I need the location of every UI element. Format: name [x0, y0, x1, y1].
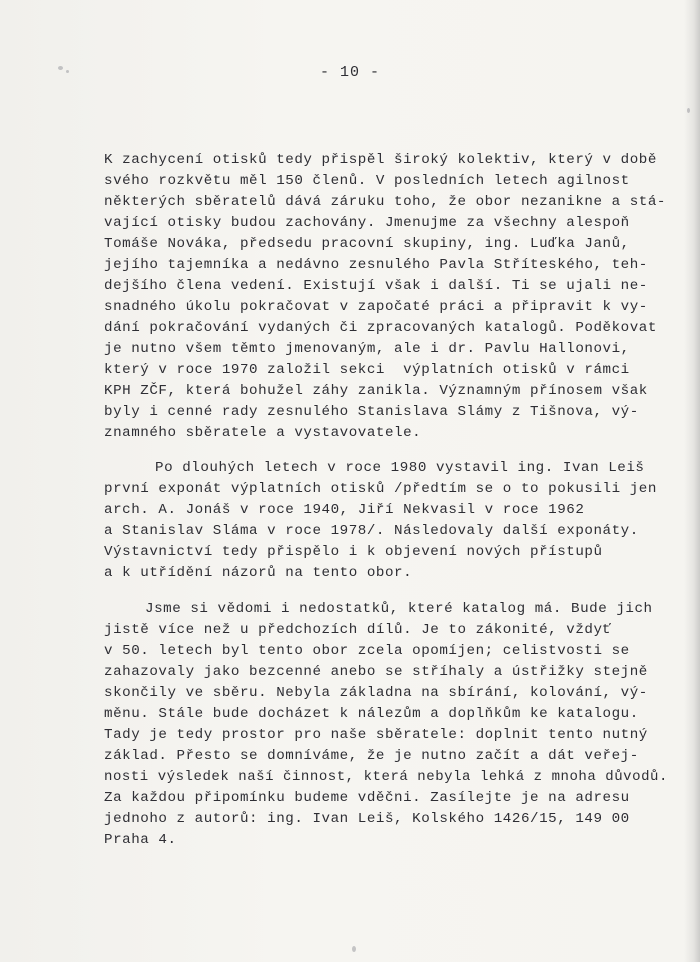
text-line: Výstavnictví tedy přispělo i k objevení nových přístupů: [104, 544, 603, 560]
paper-speck: [352, 946, 356, 952]
text-line: v 50. letech byl tento obor zcela opomíjen; celistvosti se: [104, 643, 630, 659]
text-line: K zachycení otisků tedy přispěl široký kolektiv, který v době: [104, 152, 657, 168]
text-line: Po dlouhých letech v roce 1980 vystavil ing. Ivan Leiš: [155, 460, 645, 476]
text-line: a Stanislav Sláma v roce 1978/. Následovaly další exponáty.: [104, 523, 639, 539]
text-line: skončily ve sběru. Nebyla základna na sbírání, kolování, vý-: [104, 685, 648, 701]
text-line: a k utřídění názorů na tento obor.: [104, 565, 413, 581]
text-line: Praha 4.: [104, 832, 177, 848]
text-line: Tomáše Nováka, předsedu pracovní skupiny, ing. Luďka Janů,: [104, 236, 630, 252]
text-line: KPH ZČF, která bohužel záhy zanikla. Významným přínosem však: [104, 383, 648, 399]
text-line: dání pokračování vydaných či zpracovaných katalogů. Poděkovat: [104, 320, 657, 336]
text-line: měnu. Stále bude docházet k nálezům a doplňkům ke katalogu.: [104, 706, 639, 722]
text-line: základ. Přesto se domníváme, že je nutno začít a dát veřej-: [104, 748, 639, 764]
text-line: zahazovaly jako bezcenné anebo se stříhaly a ústřižky stejně: [104, 664, 648, 680]
text-line: jejího tajemníka a nedávno zesnulého Pavla Stříteského, teh-: [104, 257, 648, 273]
text-line: arch. A. Jonáš v roce 1940, Jiří Nekvasil v roce 1962: [104, 502, 585, 518]
text-line: Za každou připomínku budeme vděčni. Zasílejte je na adresu: [104, 790, 630, 806]
paper-speck: [687, 108, 690, 113]
page-edge-shadow: [684, 0, 700, 962]
text-line: který v roce 1970 založil sekci výplatních otisků v rámci: [104, 362, 630, 378]
text-line: některých sběratelů dává záruku toho, že obor nezanikne a stá-: [104, 194, 666, 210]
text-line: je nutno všem těmto jmenovaným, ale i dr. Pavlu Hallonovi,: [104, 341, 630, 357]
text-line: snadného úkolu pokračovat v započaté práci a připravit k vy-: [104, 299, 648, 315]
page-number: - 10 -: [319, 64, 380, 81]
text-line: vající otisky budou zachovány. Jmenujme za všechny alespoň: [104, 215, 630, 231]
text-line: byly i cenné rady zesnulého Stanislava Slámy z Tišnova, vý-: [104, 404, 639, 420]
text-line: dejšího člena vedení. Existují však i další. Ti se ujali ne-: [104, 278, 648, 294]
text-line: znamného sběratele a vystavovatele.: [104, 425, 422, 441]
text-line: nosti výsledek naší činnost, která nebyla lehká z mnoha důvodů.: [104, 769, 668, 785]
text-line: první exponát výplatních otisků /předtím se o to pokusili jen: [104, 481, 657, 497]
text-line: svého rozkvětu měl 150 členů. V posledních letech agilnost: [104, 173, 630, 189]
text-line: jednoho z autorů: ing. Ivan Leiš, Kolského 1426/15, 149 00: [104, 811, 630, 827]
text-line: Jsme si vědomi i nedostatků, které katalog má. Bude jich: [145, 601, 653, 617]
text-line: jistě více než u předchozích dílů. Je to zákonité, vždyť: [104, 622, 612, 638]
text-line: Tady je tedy prostor pro naše sběratele: doplnit tento nutný: [104, 727, 648, 743]
